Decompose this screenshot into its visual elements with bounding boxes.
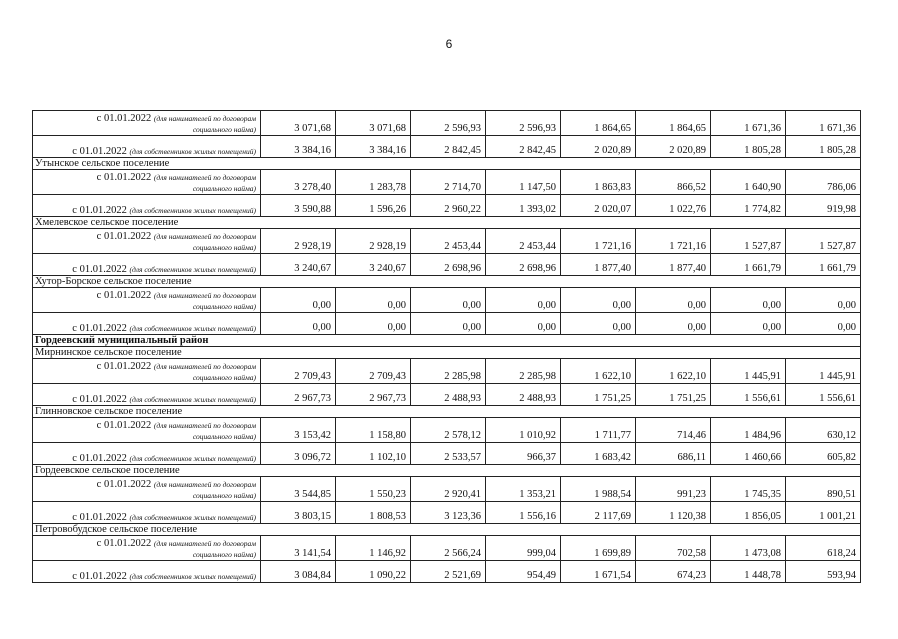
row-label-note: социального найма) <box>192 432 256 441</box>
rate-value-cell: 0,00 <box>486 288 561 313</box>
row-label <box>33 359 261 384</box>
row-label-date: с 01.01.2022 <box>72 205 127 216</box>
row-label-date: с 01.01.2022 <box>72 264 127 275</box>
row-label <box>33 561 261 583</box>
row-label <box>33 418 261 443</box>
rate-value-cell: 2 578,12 <box>411 418 486 443</box>
rate-value-cell: 1 445,91 <box>711 359 786 384</box>
rate-value-cell: 3 590,88 <box>261 195 336 217</box>
tenant-rate-row <box>33 111 861 136</box>
rate-value-cell: 1 877,40 <box>561 254 636 276</box>
row-label-date: с 01.01.2022 <box>96 231 152 242</box>
rate-value-cell: 2 967,73 <box>336 384 411 406</box>
rate-value-cell: 2 285,98 <box>486 359 561 384</box>
rate-value-cell: 991,23 <box>636 477 711 502</box>
settlement-heading: Хмелевское сельское поселение <box>33 217 861 229</box>
rate-value-cell: 3 071,68 <box>261 111 336 136</box>
row-label-note: социального найма) <box>192 373 256 382</box>
rate-value-cell: 2 453,44 <box>486 229 561 254</box>
owner-rate-row <box>33 254 861 276</box>
rate-value-cell: 1 556,61 <box>786 384 861 406</box>
rate-value-cell: 2 488,93 <box>486 384 561 406</box>
tariff-table <box>32 110 861 583</box>
row-label-note: социального найма) <box>192 491 256 500</box>
rate-value-cell: 2 453,44 <box>411 229 486 254</box>
rate-value-cell: 1 721,16 <box>561 229 636 254</box>
rate-value-cell: 2 020,07 <box>561 195 636 217</box>
rate-value-cell: 1 550,23 <box>336 477 411 502</box>
row-label <box>33 477 261 502</box>
row-label-note: (для нанимателей по договорам <box>153 232 256 241</box>
rate-value-cell: 0,00 <box>786 313 861 335</box>
row-label <box>33 195 261 217</box>
owner-rate-row <box>33 502 861 524</box>
rate-value-cell: 1 527,87 <box>711 229 786 254</box>
section-row <box>33 217 861 229</box>
section-row <box>33 335 861 347</box>
rate-value-cell: 702,58 <box>636 536 711 561</box>
rate-value-cell: 1 683,42 <box>561 443 636 465</box>
row-label-note: социального найма) <box>192 302 256 311</box>
rate-value-cell: 2 960,22 <box>411 195 486 217</box>
row-label-date: с 01.01.2022 <box>72 453 127 464</box>
row-label-note: социального найма) <box>192 243 256 252</box>
row-label <box>33 536 261 561</box>
rate-value-cell: 2 698,96 <box>411 254 486 276</box>
row-label <box>33 502 261 524</box>
rate-value-cell: 2 967,73 <box>261 384 336 406</box>
rate-value-cell: 1 484,96 <box>711 418 786 443</box>
rate-value-cell: 2 714,70 <box>411 170 486 195</box>
rate-value-cell: 3 278,40 <box>261 170 336 195</box>
row-label-date: с 01.01.2022 <box>72 323 127 334</box>
rate-value-cell: 2 533,57 <box>411 443 486 465</box>
rate-value-cell: 0,00 <box>561 313 636 335</box>
row-label <box>33 443 261 465</box>
rate-value-cell: 2 709,43 <box>261 359 336 384</box>
settlement-heading: Гордеевское сельское поселение <box>33 465 861 477</box>
rate-value-cell: 3 084,84 <box>261 561 336 583</box>
rate-value-cell: 605,82 <box>786 443 861 465</box>
row-label-date: с 01.01.2022 <box>96 479 152 490</box>
rate-value-cell: 1 988,54 <box>561 477 636 502</box>
district-heading: Гордеевский муниципальный район <box>33 335 861 347</box>
section-row <box>33 276 861 288</box>
rate-value-cell: 3 240,67 <box>261 254 336 276</box>
rate-value-cell: 0,00 <box>636 288 711 313</box>
settlement-heading: Хутор-Борское сельское поселение <box>33 276 861 288</box>
rate-value-cell: 1 877,40 <box>636 254 711 276</box>
rate-value-cell: 2 521,69 <box>411 561 486 583</box>
rate-value-cell: 3 384,16 <box>261 136 336 158</box>
row-label-note: (для собственников жилых помещений) <box>129 513 256 522</box>
rate-value-cell: 0,00 <box>711 313 786 335</box>
rate-value-cell: 1 640,90 <box>711 170 786 195</box>
rate-value-cell: 686,11 <box>636 443 711 465</box>
rate-value-cell: 1 445,91 <box>786 359 861 384</box>
row-label-date: с 01.01.2022 <box>72 571 127 582</box>
rate-value-cell: 1 864,65 <box>636 111 711 136</box>
tenant-rate-row <box>33 170 861 195</box>
rate-value-cell: 1 120,38 <box>636 502 711 524</box>
rate-value-cell: 1 671,36 <box>786 111 861 136</box>
row-label-date: с 01.01.2022 <box>96 538 152 549</box>
rate-value-cell: 2 596,93 <box>486 111 561 136</box>
rate-value-cell: 1 661,79 <box>786 254 861 276</box>
section-row <box>33 406 861 418</box>
rate-value-cell: 1 671,54 <box>561 561 636 583</box>
rate-value-cell: 1 353,21 <box>486 477 561 502</box>
rate-value-cell: 2 020,89 <box>636 136 711 158</box>
rate-value-cell: 1 805,28 <box>786 136 861 158</box>
rate-value-cell: 714,46 <box>636 418 711 443</box>
rate-value-cell: 1 146,92 <box>336 536 411 561</box>
rate-value-cell: 3 803,15 <box>261 502 336 524</box>
settlement-heading: Петровобудское сельское поселение <box>33 524 861 536</box>
rate-value-cell: 3 096,72 <box>261 443 336 465</box>
row-label-note: (для нанимателей по договорам <box>153 362 256 371</box>
settlement-heading: Утынское сельское поселение <box>33 158 861 170</box>
rate-value-cell: 1 022,76 <box>636 195 711 217</box>
row-label <box>33 229 261 254</box>
row-label-note: (для нанимателей по договорам <box>153 539 256 548</box>
row-label-date: с 01.01.2022 <box>96 172 152 183</box>
rate-value-cell: 1 864,65 <box>561 111 636 136</box>
rate-value-cell: 1 460,66 <box>711 443 786 465</box>
rate-value-cell: 890,51 <box>786 477 861 502</box>
row-label <box>33 170 261 195</box>
row-label-note: (для собственников жилых помещений) <box>129 572 256 581</box>
rate-value-cell: 1 102,10 <box>336 443 411 465</box>
row-label <box>33 111 261 136</box>
rate-value-cell: 593,94 <box>786 561 861 583</box>
owner-rate-row <box>33 195 861 217</box>
row-label-note: (для нанимателей по договорам <box>153 291 256 300</box>
row-label-note: (для собственников жилых помещений) <box>129 206 256 215</box>
rate-value-cell: 1 671,36 <box>711 111 786 136</box>
rate-value-cell: 2 698,96 <box>486 254 561 276</box>
rate-value-cell: 2 488,93 <box>411 384 486 406</box>
rate-value-cell: 1 448,78 <box>711 561 786 583</box>
row-label-date: с 01.01.2022 <box>96 290 152 301</box>
row-label <box>33 254 261 276</box>
rate-value-cell: 0,00 <box>411 288 486 313</box>
owner-rate-row <box>33 384 861 406</box>
rate-value-cell: 2 928,19 <box>261 229 336 254</box>
rate-value-cell: 0,00 <box>486 313 561 335</box>
rate-value-cell: 3 071,68 <box>336 111 411 136</box>
rate-value-cell: 2 928,19 <box>336 229 411 254</box>
row-label-date: с 01.01.2022 <box>72 146 127 157</box>
rate-value-cell: 1 774,82 <box>711 195 786 217</box>
row-label-note: (для нанимателей по договорам <box>153 421 256 430</box>
rate-value-cell: 2 566,24 <box>411 536 486 561</box>
row-label-date: с 01.01.2022 <box>96 113 152 124</box>
rate-value-cell: 2 842,45 <box>486 136 561 158</box>
rate-value-cell: 0,00 <box>786 288 861 313</box>
rate-value-cell: 1 721,16 <box>636 229 711 254</box>
rate-value-cell: 1 661,79 <box>711 254 786 276</box>
rate-value-cell: 2 709,43 <box>336 359 411 384</box>
tenant-rate-row <box>33 418 861 443</box>
row-label-date: с 01.01.2022 <box>72 512 127 523</box>
rate-value-cell: 2 920,41 <box>411 477 486 502</box>
rate-value-cell: 1 283,78 <box>336 170 411 195</box>
rate-value-cell: 786,06 <box>786 170 861 195</box>
row-label-note: (для нанимателей по договорам <box>153 114 256 123</box>
rate-value-cell: 0,00 <box>711 288 786 313</box>
rate-value-cell: 1 711,77 <box>561 418 636 443</box>
settlement-heading: Мирнинское сельское поселение <box>33 347 861 359</box>
rate-value-cell: 1 527,87 <box>786 229 861 254</box>
rate-value-cell: 966,37 <box>486 443 561 465</box>
rate-value-cell: 1 556,16 <box>486 502 561 524</box>
rate-value-cell: 1 393,02 <box>486 195 561 217</box>
rate-value-cell: 2 842,45 <box>411 136 486 158</box>
rate-value-cell: 866,52 <box>636 170 711 195</box>
owner-rate-row <box>33 136 861 158</box>
rate-value-cell: 3 544,85 <box>261 477 336 502</box>
tenant-rate-row <box>33 288 861 313</box>
owner-rate-row <box>33 443 861 465</box>
row-label-note: социального найма) <box>192 184 256 193</box>
rate-value-cell: 3 153,42 <box>261 418 336 443</box>
row-label-note: (для собственников жилых помещений) <box>129 395 256 404</box>
rate-value-cell: 1 622,10 <box>636 359 711 384</box>
section-row <box>33 524 861 536</box>
row-label <box>33 136 261 158</box>
rate-value-cell: 1 808,53 <box>336 502 411 524</box>
row-label-date: с 01.01.2022 <box>96 420 152 431</box>
row-label-note: (для собственников жилых помещений) <box>129 454 256 463</box>
tenant-rate-row <box>33 536 861 561</box>
row-label <box>33 384 261 406</box>
row-label-note: (для собственников жилых помещений) <box>129 324 256 333</box>
row-label-note: социального найма) <box>192 550 256 559</box>
rate-value-cell: 2 117,69 <box>561 502 636 524</box>
rate-value-cell: 1 473,08 <box>711 536 786 561</box>
rate-value-cell: 0,00 <box>336 313 411 335</box>
row-label-note: (для нанимателей по договорам <box>153 480 256 489</box>
rate-value-cell: 674,23 <box>636 561 711 583</box>
rate-value-cell: 1 699,89 <box>561 536 636 561</box>
rate-value-cell: 618,24 <box>786 536 861 561</box>
tenant-rate-row <box>33 359 861 384</box>
row-label-note: (для нанимателей по договорам <box>153 173 256 182</box>
row-label-note: социального найма) <box>192 125 256 134</box>
rate-value-cell: 1 596,26 <box>336 195 411 217</box>
rate-value-cell: 1 622,10 <box>561 359 636 384</box>
rate-value-cell: 954,49 <box>486 561 561 583</box>
rate-value-cell: 1 001,21 <box>786 502 861 524</box>
row-label <box>33 288 261 313</box>
rate-value-cell: 1 158,80 <box>336 418 411 443</box>
rate-value-cell: 1 556,61 <box>711 384 786 406</box>
row-label-note: (для собственников жилых помещений) <box>129 265 256 274</box>
row-label-note: (для собственников жилых помещений) <box>129 147 256 156</box>
rate-value-cell: 2 596,93 <box>411 111 486 136</box>
row-label-date: с 01.01.2022 <box>96 361 152 372</box>
rate-value-cell: 630,12 <box>786 418 861 443</box>
rate-value-cell: 3 384,16 <box>336 136 411 158</box>
rate-value-cell: 999,04 <box>486 536 561 561</box>
rate-value-cell: 919,98 <box>786 195 861 217</box>
rate-value-cell: 0,00 <box>411 313 486 335</box>
rate-value-cell: 3 123,36 <box>411 502 486 524</box>
row-label-date: с 01.01.2022 <box>72 394 127 405</box>
rate-value-cell: 0,00 <box>561 288 636 313</box>
owner-rate-row <box>33 313 861 335</box>
rate-value-cell: 3 240,67 <box>336 254 411 276</box>
rate-value-cell: 1 090,22 <box>336 561 411 583</box>
rate-value-cell: 1 805,28 <box>711 136 786 158</box>
rate-value-cell: 0,00 <box>636 313 711 335</box>
rate-value-cell: 2 020,89 <box>561 136 636 158</box>
rate-value-cell: 1 147,50 <box>486 170 561 195</box>
rate-value-cell: 1 751,25 <box>636 384 711 406</box>
section-row <box>33 158 861 170</box>
tenant-rate-row <box>33 477 861 502</box>
rate-value-cell: 1 010,92 <box>486 418 561 443</box>
page-number: 6 <box>445 37 453 51</box>
rate-value-cell: 1 863,83 <box>561 170 636 195</box>
rate-value-cell: 1 856,05 <box>711 502 786 524</box>
owner-rate-row <box>33 561 861 583</box>
rate-value-cell: 2 285,98 <box>411 359 486 384</box>
settlement-heading: Глинновское сельское поселение <box>33 406 861 418</box>
rate-value-cell: 3 141,54 <box>261 536 336 561</box>
rate-value-cell: 1 751,25 <box>561 384 636 406</box>
rate-value-cell: 1 745,35 <box>711 477 786 502</box>
rate-value-cell: 0,00 <box>261 288 336 313</box>
section-row <box>33 347 861 359</box>
section-row <box>33 465 861 477</box>
rate-value-cell: 0,00 <box>261 313 336 335</box>
tariff-table-body <box>33 111 861 583</box>
row-label <box>33 313 261 335</box>
rate-value-cell: 0,00 <box>336 288 411 313</box>
tenant-rate-row <box>33 229 861 254</box>
